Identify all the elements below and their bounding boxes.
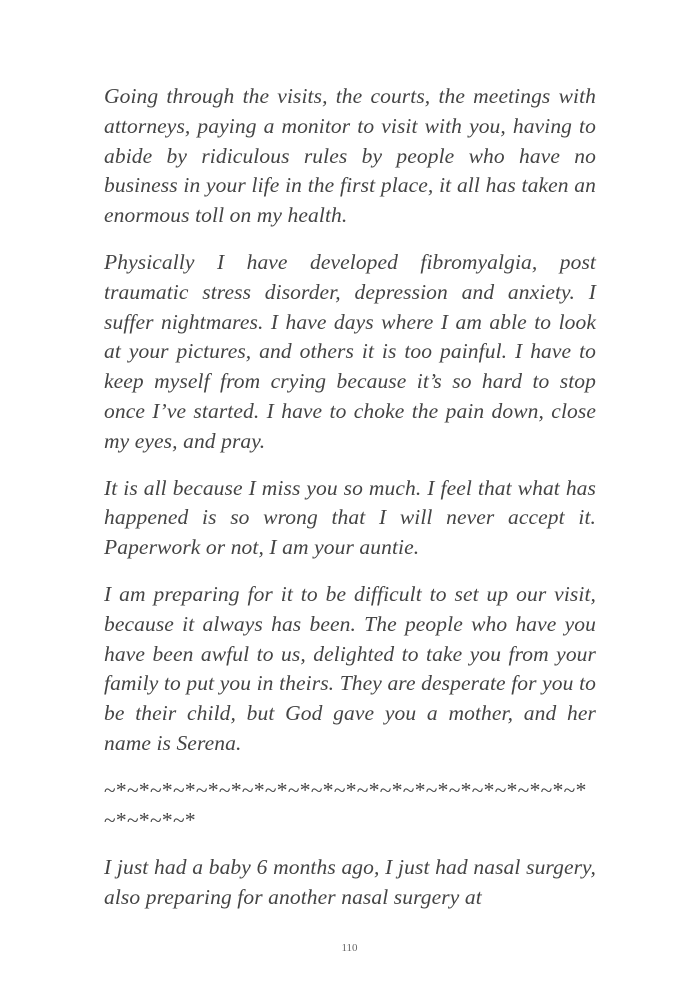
paragraph-visit-preparation: I am preparing for it to be difficult to set up our visit, because it always has been. The people who have you have been awful to us, delighted to take you from your family to put you in theirs. They are desperate for you to be their child, but God gave you a mother, and her name is Serena.: [104, 581, 596, 755]
section-separator: ~*~*~*~*~*~*~*~*~*~*~*~*~*~*~*~*~*~*~*~*~*~*~*~*~*: [104, 777, 587, 832]
paragraph-miss-you: It is all because I miss you so much. I feel that what has happened is so wrong that I will never accept it. Paperwork or not, I am your auntie.: [104, 475, 596, 560]
paragraph-baby-surgery: I just had a baby 6 months ago, I just had nasal surgery, also preparing for another nasal surgery at: [104, 855, 596, 910]
page-number: 110: [341, 942, 358, 954]
body-text: [104, 82, 596, 930]
paragraph-visits: Going through the visits, the courts, the meetings with attorneys, paying a monitor to visit with you, having to abide by ridiculous rules by people who have no business in your life in the first place, it all has taken an enormous toll on my health.: [104, 84, 596, 228]
paragraph-health: Physically I have developed fibromyalgia, post traumatic stress disorder, depression and anxiety. I suffer nightmares. I have days where I am able to look at your pictures, and others it is too painful. I have to keep myself from crying because it’s so hard to stop once I’ve started. I have to choke the pain down, close my eyes, and pray.: [104, 249, 596, 453]
